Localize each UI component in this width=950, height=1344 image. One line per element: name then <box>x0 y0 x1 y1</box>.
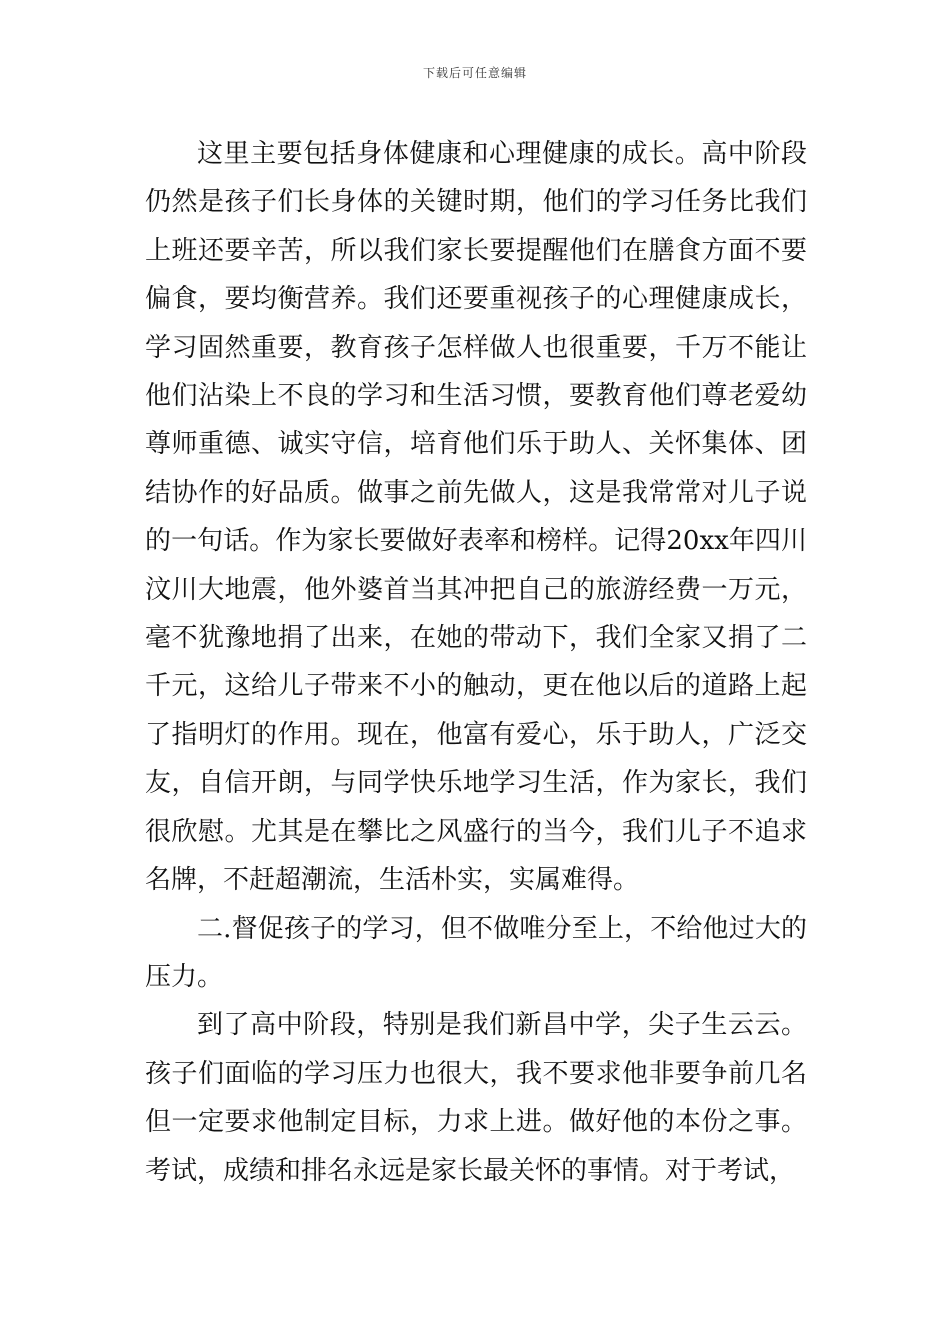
paragraph-health: 这里主要包括身体健康和心理健康的成长。高中阶段仍然是孩子们长身体的关键时期，他们的学习任务比我们上班还要辛苦，所以我们家长要提醒他们在膳食方面不要偏食，要均衡营养。我们还要重视孩子的心理健康成长，学习固然重要，教育孩子怎样做人也很重要，千万不能让他们沾染上不良的学习和生活习惯，要教育他们尊老爱幼尊师重德、诚实守信，培育他们乐于助人、关怀集体、团结协作的好品质。做事之前先做人，这是我常常对儿子说的一句话。作为家长要做好表率和榜样。记得20xx年四川汶川大地震，他外婆首当其冲把自己的旅游经费一万元，毫不犹豫地捐了出来，在她的带动下，我们全家又捐了二千元，这给儿子带来不小的触动，更在他以后的道路上起了指明灯的作用。现在，他富有爱心，乐于助人，广泛交友，自信开朗，与同学快乐地学习生活，作为家长，我们很欣慰。尤其是在攀比之风盛行的当今，我们儿子不追求名牌，不赶超潮流，生活朴实，实属难得。 <box>145 139 807 896</box>
paragraph-study-pressure: 到了高中阶段，特别是我们新昌中学，尖子生云云。孩子们面临的学习压力也很大，我不要求他非要争前几名但一定要求他制定目标，力求上进。做好他的本份之事。考试，成绩和排名永远是家长最关怀的事情。对于考试， <box>145 1010 807 1186</box>
paragraph-heading-study: 二.督促孩子的学习，但不做唯分至上，不给他过大的压力。 <box>145 913 807 992</box>
document-body <box>145 130 807 1195</box>
page-header: 下载后可任意编辑 <box>422 66 527 80</box>
